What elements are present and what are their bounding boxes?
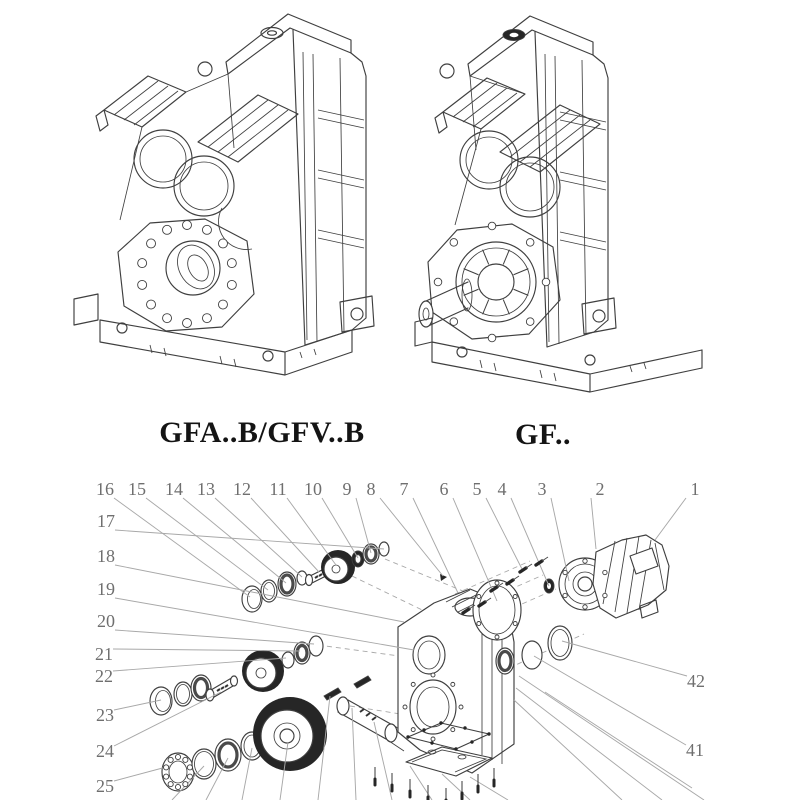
leader-line-3 [551, 498, 569, 581]
motor-body [593, 535, 669, 618]
left-gearbox-drawing [74, 14, 374, 375]
callout-number-41: 41 [686, 740, 704, 761]
right-output-flange [428, 224, 560, 339]
left-side-panel [293, 30, 366, 345]
leader-line-1 [655, 498, 686, 540]
callout-number-20: 20 [97, 611, 115, 632]
left-cooling-fins [96, 76, 298, 220]
leader-line-17 [115, 530, 384, 549]
leader-line-9 [356, 498, 371, 553]
shaft-key [324, 688, 341, 700]
callout-number-6: 6 [439, 479, 449, 500]
exploded-diagram [95, 221, 705, 800]
leader-line-42 [562, 641, 687, 676]
callout-number-3: 3 [537, 479, 547, 500]
callout-number-17: 17 [97, 511, 115, 532]
leader-line-14 [183, 498, 286, 583]
input-shaft-assembly [242, 542, 389, 612]
callout-number-4: 4 [497, 479, 507, 500]
right-roof-slab [468, 16, 593, 76]
left-hollow-shaft-flange [118, 219, 254, 331]
callout-number-16: 16 [96, 479, 114, 500]
right-gearbox-drawing [415, 16, 702, 392]
callout-number-14: 14 [165, 479, 183, 500]
callout-number-11: 11 [269, 479, 287, 500]
callout-number-19: 19 [97, 579, 115, 600]
right-corner-bracket [582, 298, 616, 334]
left-plate-hole [198, 62, 212, 76]
leader-line-13 [215, 498, 302, 577]
callout-number-25: 25 [96, 776, 114, 797]
callout-number-24: 24 [96, 741, 114, 762]
leader-line-8 [380, 498, 443, 576]
left-corner-bracket [340, 296, 374, 332]
callout-number-12: 12 [233, 479, 251, 500]
callout-number-22: 22 [95, 666, 113, 687]
left-base [74, 294, 352, 375]
callout-number-42: 42 [687, 671, 705, 692]
leader-line-20 [115, 630, 314, 644]
leader-line-11 [287, 498, 336, 565]
right-output-shaft [419, 279, 472, 327]
snap-ring [522, 641, 542, 669]
callout-number-13: 13 [197, 479, 215, 500]
callout-number-21: 21 [95, 644, 113, 665]
right-plate-hole [440, 64, 454, 78]
leader-line-4 [511, 498, 549, 586]
left-roof-slab [226, 14, 351, 74]
leader-line-12 [251, 498, 319, 572]
bolt-tip [440, 574, 447, 581]
callout-number-5: 5 [472, 479, 482, 500]
callout-number-15: 15 [128, 479, 146, 500]
leader-line-15 [146, 498, 268, 590]
motor [559, 535, 669, 618]
leader-line-18 [115, 565, 404, 622]
model-label-left: GFA..B/GFV..B [159, 416, 365, 449]
callout-number-18: 18 [97, 546, 115, 567]
model-label-right: GF.. [515, 418, 571, 451]
leader-line-7 [413, 498, 458, 593]
leader-line-10 [322, 498, 358, 558]
callout-number-2: 2 [595, 479, 605, 500]
leader-line-21 [113, 649, 300, 651]
callout-number-9: 9 [342, 479, 352, 500]
callout-number-8: 8 [366, 479, 376, 500]
callout-number-10: 10 [304, 479, 322, 500]
leader-line-2 [591, 498, 596, 549]
callout-number-23: 23 [96, 705, 114, 726]
callout-number-1: 1 [690, 479, 700, 500]
leader-line-16 [114, 498, 250, 597]
leader-line-5 [486, 498, 523, 571]
right-cooling-fins [435, 78, 600, 225]
right-side-panel [535, 32, 608, 347]
callout-number-7: 7 [399, 479, 409, 500]
shaft-key [354, 676, 371, 688]
leader-line-19 [115, 598, 414, 650]
